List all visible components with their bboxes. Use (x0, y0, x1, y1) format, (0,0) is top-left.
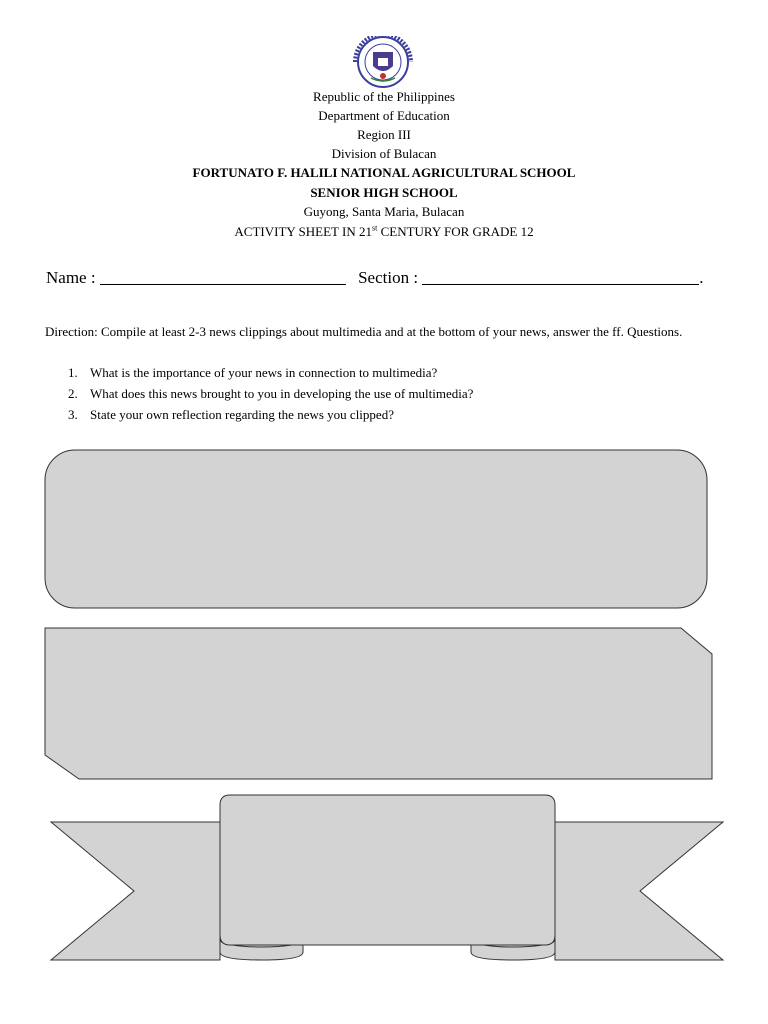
header-republic: Republic of the Philippines (313, 89, 455, 104)
answer-box-snipped[interactable] (45, 628, 712, 779)
ribbon-right-tail (555, 822, 723, 960)
question-number: 2. (68, 386, 78, 401)
school-level: SENIOR HIGH SCHOOL (310, 185, 458, 200)
question-number: 3. (68, 407, 78, 422)
direction-text: Direction: Compile at least 2-3 news clippings about multimedia and at the bottom of your news, answer the ff. Questions. (45, 324, 683, 339)
question-text: State your own reflection regarding the news you clipped? (90, 407, 394, 422)
answer-ribbon-banner[interactable] (51, 795, 723, 960)
end-mark: . (699, 268, 704, 287)
name-label: Name : (46, 268, 100, 287)
activity-title-post: CENTURY FOR GRADE 12 (377, 224, 534, 239)
question-number: 1. (68, 365, 78, 380)
section-label: Section : (358, 268, 423, 287)
header-department: Department of Education (318, 108, 450, 123)
answer-box-rounded[interactable] (45, 450, 707, 608)
question-text: What is the importance of your news in connection to multimedia? (90, 365, 438, 380)
question-text: What does this news brought to you in developing the use of multimedia? (90, 386, 474, 401)
school-address: Guyong, Santa Maria, Bulacan (303, 204, 465, 219)
ribbon-left-tail (51, 822, 220, 960)
activity-title-sup: st (371, 223, 378, 233)
header-region: Region III (357, 127, 411, 142)
header-division: Division of Bulacan (331, 146, 437, 161)
school-name: FORTUNATO F. HALILI NATIONAL AGRICULTURAL SCHOOL (192, 165, 576, 180)
activity-title-pre: ACTIVITY SHEET IN 21 (234, 224, 372, 239)
ribbon-center-panel (220, 795, 555, 945)
